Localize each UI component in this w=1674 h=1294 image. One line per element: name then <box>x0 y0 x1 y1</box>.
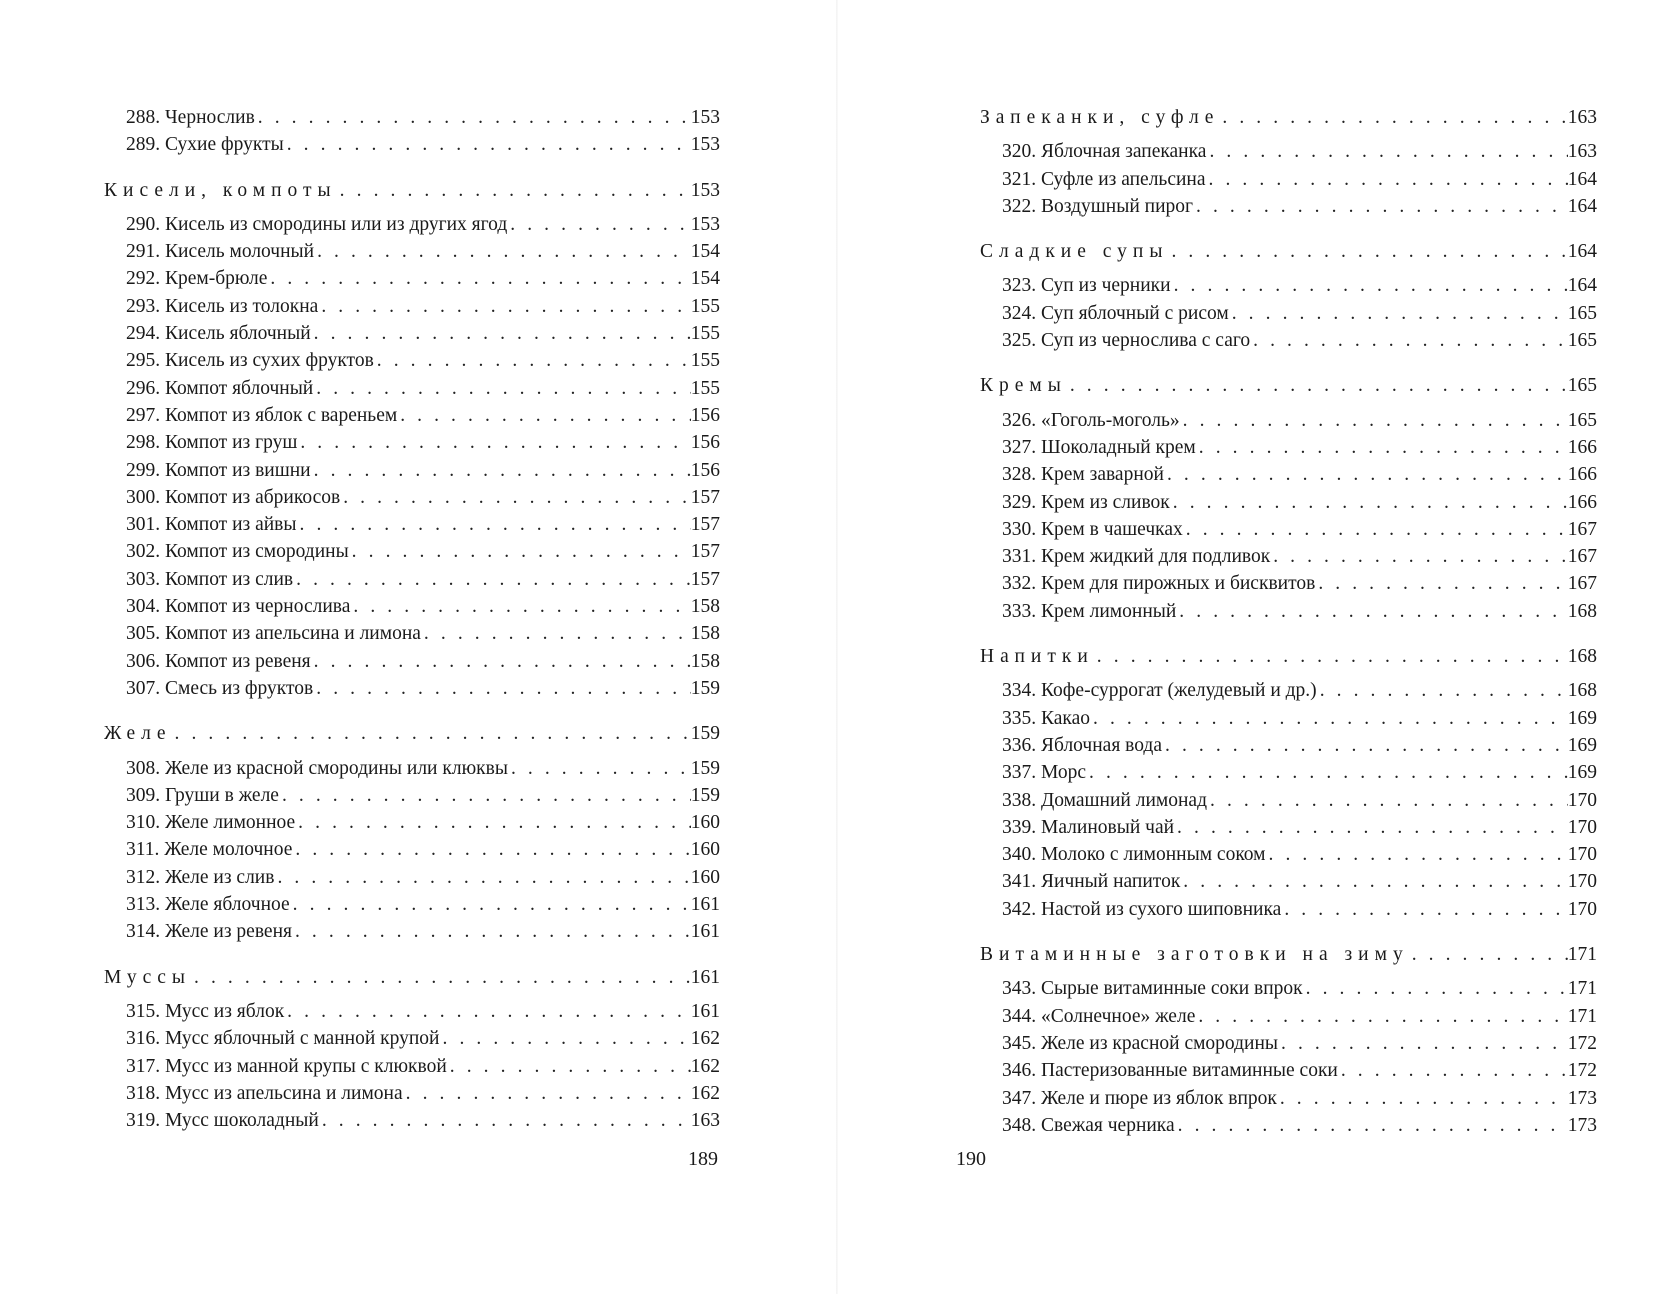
page-ref: 161 <box>690 1000 720 1022</box>
dot-leader <box>350 593 690 620</box>
toc-entry <box>104 918 720 945</box>
recipe-title: 317. Мусс из манной крупы с клюквой <box>126 1055 447 1077</box>
dot-leader <box>274 864 690 891</box>
recipe-title: 293. Кисель из толокна <box>126 295 319 317</box>
page-ref: 154 <box>690 268 720 290</box>
recipe-title: 334. Кофе-суррогат (желудевый и др.) <box>1002 680 1317 702</box>
recipe-title: 344. «Солнечное» желе <box>1002 1005 1196 1027</box>
recipe-title: 300. Компот из абрикосов <box>126 486 341 508</box>
section-page-ref: 168 <box>1567 646 1597 668</box>
toc-entry <box>104 320 720 347</box>
recipe-title: 306. Компот из ревеня <box>126 650 311 672</box>
toc-entry <box>104 293 720 320</box>
toc-entry <box>980 975 1597 1002</box>
recipe-title: 339. Малиновый чай <box>1002 816 1175 838</box>
toc-entry <box>104 238 720 265</box>
dot-leader <box>1193 193 1568 220</box>
page-ref: 160 <box>690 839 720 861</box>
toc-entry <box>104 429 720 456</box>
dot-leader <box>1270 543 1568 570</box>
toc-entry <box>980 868 1597 895</box>
page-ref: 173 <box>1567 1087 1597 1109</box>
dot-leader <box>313 675 691 702</box>
toc-entry <box>104 998 720 1025</box>
recipe-title: 302. Компот из смородины <box>126 541 349 563</box>
page-ref: 159 <box>690 784 720 806</box>
dot-leader <box>1317 677 1568 704</box>
section-heading <box>104 720 720 747</box>
recipe-title: 342. Настой из сухого шиповника <box>1002 898 1282 920</box>
toc-entry <box>980 1112 1597 1139</box>
page-ref: 170 <box>1567 871 1597 893</box>
recipe-title: 336. Яблочная вода <box>1002 734 1162 756</box>
toc-entry <box>980 516 1597 543</box>
section-title: Витаминные заготовки на зиму <box>980 944 1409 966</box>
recipe-title: 321. Суфле из апельсина <box>1002 168 1206 190</box>
toc-entry <box>104 1080 720 1107</box>
recipe-title: 343. Сырые витаминные соки впрок <box>1002 978 1303 1000</box>
page-ref: 156 <box>690 459 720 481</box>
page-ref: 160 <box>690 812 720 834</box>
toc-entry <box>104 104 720 131</box>
page-ref: 162 <box>690 1082 720 1104</box>
dot-leader <box>1277 1085 1568 1112</box>
page-ref: 162 <box>690 1055 720 1077</box>
toc-entry <box>104 620 720 647</box>
recipe-title: 303. Компот из слив <box>126 568 294 590</box>
page-ref: 155 <box>690 295 720 317</box>
dot-leader <box>311 648 691 675</box>
dot-leader <box>1183 516 1568 543</box>
page-ref: 173 <box>1567 1114 1597 1136</box>
toc-entry <box>104 457 720 484</box>
page-ref: 168 <box>1567 600 1597 622</box>
dot-leader <box>311 457 691 484</box>
section-page-ref: 163 <box>1567 107 1597 128</box>
section-title: Кремы <box>980 375 1067 397</box>
page-ref: 157 <box>690 514 720 536</box>
page-ref: 153 <box>690 213 720 235</box>
dot-leader <box>1281 896 1567 923</box>
page-ref: 160 <box>690 866 720 888</box>
toc-entry <box>104 648 720 675</box>
recipe-title: 338. Домашний лимонад <box>1002 789 1208 811</box>
dot-leader <box>267 265 690 292</box>
page-ref: 169 <box>1567 707 1597 729</box>
recipe-title: 311. Желе молочное <box>126 839 293 861</box>
toc-entry <box>980 300 1597 327</box>
recipe-title: 341. Яичный напиток <box>1002 871 1181 893</box>
toc-entry <box>980 327 1597 354</box>
recipe-title: 326. «Гоголь-моголь» <box>1002 409 1180 431</box>
page-ref: 165 <box>1567 302 1597 324</box>
dot-leader <box>1168 238 1567 265</box>
dot-leader <box>508 755 691 782</box>
page-ref: 157 <box>690 486 720 508</box>
page-ref: 155 <box>690 323 720 345</box>
recipe-title: 292. Крем-брюле <box>126 268 268 290</box>
toc-entry <box>980 166 1597 193</box>
recipe-title: 297. Компот из яблок с вареньем <box>126 404 398 426</box>
recipe-title: 295. Кисель из сухих фруктов <box>126 350 374 372</box>
toc-entry <box>104 1107 720 1134</box>
page-ref: 159 <box>690 757 720 779</box>
toc-entry <box>980 138 1597 165</box>
section-heading <box>104 177 720 204</box>
dot-leader <box>1303 975 1568 1002</box>
page-ref: 162 <box>690 1028 720 1050</box>
dot-leader <box>1174 814 1568 841</box>
dot-leader <box>1219 104 1567 131</box>
toc-entry <box>980 461 1597 488</box>
page-ref: 161 <box>690 894 720 916</box>
toc-entry <box>980 677 1597 704</box>
toc-entry <box>104 402 720 429</box>
recipe-title: 310. Желе лимонное <box>126 812 296 834</box>
recipe-title: 335. Какао <box>1002 707 1090 729</box>
toc-entry <box>104 864 720 891</box>
dot-leader <box>290 891 691 918</box>
section-title: Напитки <box>980 646 1094 668</box>
toc-entry <box>980 1085 1597 1112</box>
page-gutter <box>836 0 838 1294</box>
recipe-title: 328. Крем заварной <box>1002 464 1164 486</box>
page-ref: 170 <box>1567 789 1597 811</box>
section-heading <box>980 238 1597 265</box>
recipe-title: 299. Компот из вишни <box>126 459 311 481</box>
recipe-title: 307. Смесь из фруктов <box>126 677 314 699</box>
dot-leader <box>337 177 691 204</box>
page-ref: 159 <box>690 677 720 699</box>
page-ref: 164 <box>1567 195 1597 217</box>
toc-entry <box>980 1003 1597 1030</box>
dot-leader <box>1206 166 1568 193</box>
page-ref: 158 <box>690 596 720 618</box>
page-ref: 166 <box>1567 436 1597 458</box>
dot-leader <box>293 566 691 593</box>
toc-entry <box>104 593 720 620</box>
recipe-title: 346. Пастеризованные витаминные соки <box>1002 1060 1338 1082</box>
right-page-number: 190 <box>956 1148 986 1170</box>
toc-entry <box>104 265 720 292</box>
page-ref: 163 <box>1567 141 1597 163</box>
section-heading <box>104 964 720 991</box>
page-ref: 156 <box>690 432 720 454</box>
dot-leader <box>1175 1112 1568 1139</box>
dot-leader <box>1266 841 1568 868</box>
dot-leader <box>318 293 690 320</box>
dot-leader <box>292 836 690 863</box>
dot-leader <box>1206 138 1567 165</box>
recipe-title: 304. Компот из чернослива <box>126 596 351 618</box>
page-ref: 165 <box>1567 409 1597 431</box>
recipe-title: 294. Кисель яблочный <box>126 323 311 345</box>
dot-leader <box>403 1080 691 1107</box>
page-ref: 168 <box>1567 680 1597 702</box>
recipe-title: 312. Желе из слив <box>126 866 275 888</box>
page-ref: 157 <box>690 568 720 590</box>
dot-leader <box>1067 372 1568 399</box>
dot-leader <box>1250 327 1568 354</box>
dot-leader <box>191 964 691 991</box>
section-page-ref: 159 <box>690 723 720 745</box>
dot-leader <box>1278 1030 1568 1057</box>
recipe-title: 290. Кисель из смородины или из других ягод <box>126 213 508 235</box>
toc-entry <box>980 896 1597 923</box>
recipe-title: 323. Суп из черники <box>1002 275 1171 297</box>
dot-leader <box>314 238 691 265</box>
dot-leader <box>297 429 690 456</box>
dot-leader <box>1176 598 1567 625</box>
page-ref: 165 <box>1567 330 1597 352</box>
toc-entry <box>980 598 1597 625</box>
recipe-title: 315. Мусс из яблок <box>126 1000 285 1022</box>
section-page-ref: 171 <box>1567 944 1597 966</box>
page-ref: 164 <box>1567 168 1597 190</box>
page-ref: 171 <box>1567 1005 1597 1027</box>
page-ref: 169 <box>1567 762 1597 784</box>
dot-leader <box>1164 461 1568 488</box>
toc-entry <box>104 484 720 511</box>
dot-leader <box>1171 272 1568 299</box>
recipe-title: 305. Компот из апельсина и лимона <box>126 623 421 645</box>
left-page-contents <box>104 104 720 1134</box>
toc-entry <box>104 566 720 593</box>
section-title: Муссы <box>104 966 192 988</box>
section-page-ref: 153 <box>690 179 720 201</box>
page-ref: 170 <box>1567 816 1597 838</box>
section-heading <box>980 104 1597 131</box>
section-title: Запеканки, суфле <box>980 107 1220 128</box>
page-ref: 163 <box>690 1110 720 1132</box>
recipe-title: 348. Свежая черника <box>1002 1114 1175 1136</box>
dot-leader <box>397 402 691 429</box>
toc-entry <box>104 1025 720 1052</box>
dot-leader <box>1094 643 1568 670</box>
page-ref: 167 <box>1567 573 1597 595</box>
recipe-title: 347. Желе и пюре из яблок впрок <box>1002 1087 1277 1109</box>
dot-leader <box>1195 1003 1567 1030</box>
section-heading <box>980 372 1597 399</box>
page-ref: 161 <box>690 921 720 943</box>
toc-entry <box>104 538 720 565</box>
dot-leader <box>1170 489 1568 516</box>
toc-entry <box>980 434 1597 461</box>
page-ref: 171 <box>1567 978 1597 1000</box>
toc-entry <box>104 131 720 158</box>
page-ref: 166 <box>1567 464 1597 486</box>
recipe-title: 296. Компот яблочный <box>126 377 314 399</box>
page-ref: 167 <box>1567 546 1597 568</box>
recipe-title: 327. Шоколадный крем <box>1002 436 1196 458</box>
dot-leader <box>349 538 691 565</box>
toc-entry <box>104 675 720 702</box>
dot-leader <box>292 918 691 945</box>
dot-leader <box>1090 705 1568 732</box>
dot-leader <box>313 375 691 402</box>
page-ref: 156 <box>690 404 720 426</box>
dot-leader <box>1180 868 1567 895</box>
dot-leader <box>1196 434 1568 461</box>
recipe-title: 316. Мусс яблочный с манной крупой <box>126 1028 440 1050</box>
recipe-title: 331. Крем жидкий для подливок <box>1002 546 1271 568</box>
dot-leader <box>1315 570 1567 597</box>
page-ref: 172 <box>1567 1032 1597 1054</box>
recipe-title: 332. Крем для пирожных и бисквитов <box>1002 573 1316 595</box>
recipe-title: 313. Желе яблочное <box>126 894 290 916</box>
page-ref: 170 <box>1567 898 1597 920</box>
recipe-title: 291. Кисель молочный <box>126 241 315 263</box>
toc-entry <box>104 782 720 809</box>
recipe-title: 319. Мусс шоколадный <box>126 1110 319 1132</box>
recipe-title: 340. Молоко с лимонным соком <box>1002 844 1266 866</box>
dot-leader <box>311 320 691 347</box>
dot-leader <box>284 131 691 158</box>
right-page-contents <box>980 104 1597 1139</box>
page-ref: 167 <box>1567 518 1597 540</box>
toc-entry <box>104 211 720 238</box>
recipe-title: 320. Яблочная запеканка <box>1002 141 1207 163</box>
toc-entry <box>104 755 720 782</box>
page-ref: 170 <box>1567 844 1597 866</box>
toc-entry <box>980 814 1597 841</box>
toc-entry <box>980 272 1597 299</box>
dot-leader <box>1409 941 1568 968</box>
recipe-title: 309. Груши в желе <box>126 784 279 806</box>
page-ref: 155 <box>690 350 720 372</box>
toc-entry <box>104 375 720 402</box>
dot-leader <box>340 484 691 511</box>
dot-leader <box>295 809 691 836</box>
toc-entry <box>980 193 1597 220</box>
page-ref: 169 <box>1567 734 1597 756</box>
recipe-title: 288. Чернослив <box>126 107 255 128</box>
recipe-title: 314. Желе из ревеня <box>126 921 292 943</box>
toc-entry <box>980 705 1597 732</box>
toc-entry <box>104 511 720 538</box>
page-ref: 158 <box>690 650 720 672</box>
recipe-title: 308. Желе из красной смородины или клюквы <box>126 757 508 779</box>
recipe-title: 345. Желе из красной смородины <box>1002 1032 1279 1054</box>
section-title: Сладкие супы <box>980 241 1169 263</box>
dot-leader <box>440 1025 691 1052</box>
dot-leader <box>1207 787 1568 814</box>
toc-entry <box>980 1030 1597 1057</box>
dot-leader <box>284 998 691 1025</box>
toc-entry <box>980 1057 1597 1084</box>
left-page-number: 189 <box>688 1148 718 1170</box>
recipe-title: 330. Крем в чашечках <box>1002 518 1183 540</box>
dot-leader <box>374 347 691 374</box>
toc-entry <box>980 841 1597 868</box>
toc-entry <box>104 347 720 374</box>
dot-leader <box>1229 300 1568 327</box>
toc-entry <box>980 570 1597 597</box>
section-page-ref: 164 <box>1567 241 1597 263</box>
page-ref: 158 <box>690 623 720 645</box>
recipe-title: 318. Мусс из апельсина и лимона <box>126 1082 403 1104</box>
toc-entry <box>980 787 1597 814</box>
section-heading <box>980 941 1597 968</box>
section-heading <box>980 643 1597 670</box>
recipe-title: 333. Крем лимонный <box>1002 600 1177 622</box>
dot-leader <box>297 511 691 538</box>
toc-entry <box>980 759 1597 786</box>
section-title: Желе <box>104 723 172 745</box>
recipe-title: 301. Компот из айвы <box>126 514 297 536</box>
recipe-title: 324. Суп яблочный с рисом <box>1002 302 1229 324</box>
dot-leader <box>279 782 691 809</box>
dot-leader <box>319 1107 691 1134</box>
dot-leader <box>447 1053 691 1080</box>
dot-leader <box>1338 1057 1568 1084</box>
toc-entry <box>104 809 720 836</box>
recipe-title: 325. Суп из чернослива с саго <box>1002 330 1251 352</box>
recipe-title: 322. Воздушный пирог <box>1002 195 1194 217</box>
dot-leader <box>1180 407 1568 434</box>
page-ref: 157 <box>690 541 720 563</box>
toc-entry <box>980 407 1597 434</box>
page-ref: 172 <box>1567 1060 1597 1082</box>
dot-leader <box>507 211 690 238</box>
dot-leader <box>255 104 691 131</box>
page-ref: 166 <box>1567 491 1597 513</box>
toc-entry <box>980 732 1597 759</box>
toc-entry <box>104 836 720 863</box>
toc-entry <box>980 489 1597 516</box>
section-page-ref: 165 <box>1567 375 1597 397</box>
section-page-ref: 161 <box>690 966 720 988</box>
page-ref: 153 <box>690 134 720 156</box>
section-title: Кисели, компоты <box>104 179 337 201</box>
toc-entry <box>104 1053 720 1080</box>
toc-entry <box>104 891 720 918</box>
recipe-title: 298. Компот из груш <box>126 432 298 454</box>
dot-leader <box>421 620 691 647</box>
page-ref: 155 <box>690 377 720 399</box>
recipe-title: 337. Морс <box>1002 762 1087 784</box>
dot-leader <box>1162 732 1568 759</box>
recipe-title: 289. Сухие фрукты <box>126 134 284 156</box>
page-ref: 164 <box>1567 275 1597 297</box>
page-ref: 154 <box>690 241 720 263</box>
toc-entry <box>980 543 1597 570</box>
dot-leader <box>1086 759 1568 786</box>
recipe-title: 329. Крем из сливок <box>1002 491 1170 513</box>
page-ref: 153 <box>690 107 720 128</box>
dot-leader <box>172 720 691 747</box>
